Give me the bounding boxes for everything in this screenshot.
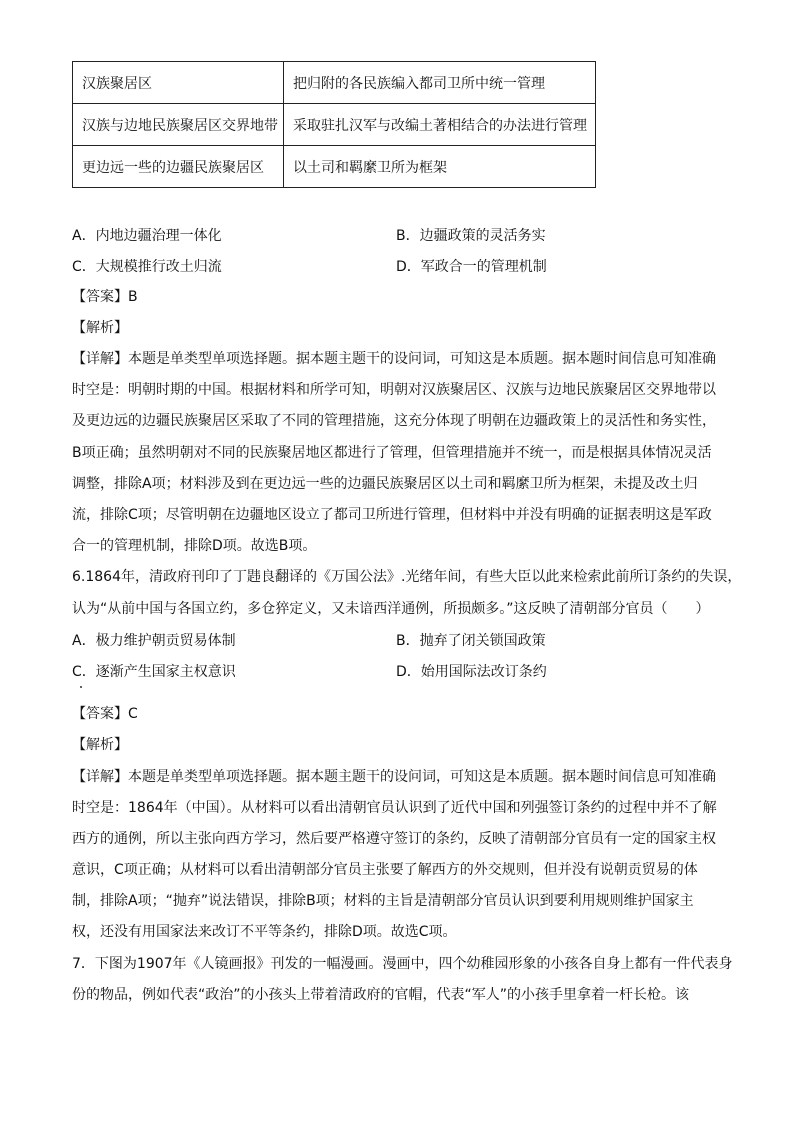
q6-detail-line: 制，排除A项；“抛弃”说法错误，排除B项；材料的主旨是清朝部分官员认识到要利用规则维护国家主 [72,893,694,909]
q6-option-a: A．极力维护朝贡贸易体制 [72,633,236,649]
stray-dot [80,686,82,688]
table-row [73,62,596,104]
q5-option-b: B．边疆政策的灵活务实 [396,228,546,244]
table-cell-region: 更边远一些的边疆民族聚居区 [73,146,284,188]
table-cell-policy: 以土司和羁縻卫所为框架 [284,146,596,188]
table-row [73,146,596,188]
q6-detail-line: 意识，C项正确；从材料可以看出清朝部分官员主张要了解西方的外交规则，但并没有说朝贡贸易的体 [72,862,698,878]
q6-answer: 【答案】C [72,706,138,722]
q5-option-a: A．内地边疆治理一体化 [72,228,222,244]
q5-detail-line: 合一的管理机制，排除D项。故选B项。 [72,538,317,554]
q5-option-c: C．大规模推行改土归流 [72,259,222,275]
q6-detail-line: 西方的通例，所以主张向西方学习，然后要严格遵守签订的条约，反映了清朝部分官员有一定的国家主权 [72,831,716,847]
q5-detail-line: 调整，排除A项；材料涉及到在更边远一些的边疆民族聚居区以土司和羁縻卫所为框架，未提及改土归 [72,476,698,492]
q5-option-d: D．军政合一的管理机制 [396,259,547,275]
q5-detail-line: 时空是：明朝时期的中国。根据材料和所学可知，明朝对汉族聚居区、汉族与边地民族聚居区交界地带以 [72,382,716,398]
q5-analysis-label: 【解析】 [72,320,128,336]
q7-stem-line: 份的物品，例如代表“政治”的小孩头上带着清政府的官帽，代表“军人”的小孩手里拿着一杆长枪。该 [72,987,690,1003]
table-cell-region: 汉族聚居区 [73,62,284,104]
q6-detail-line: 时空是：1864年（中国）。从材料可以看出清朝官员认识到了近代中国和列强签订条约的过程中并不了解 [72,800,717,816]
table-cell-region: 汉族与边地民族聚居区交界地带 [73,104,284,146]
q5-detail-line: B项正确；虽然明朝对不同的民族聚居地区都进行了管理，但管理措施并不统一，而是根据具体情况灵活 [72,445,712,461]
q5-detail-line: 及更边远的边疆民族聚居区采取了不同的管理措施，这充分体现了明朝在边疆政策上的灵活性和务实性， [72,413,716,429]
q5-detail-line: 流，排除C项；尽管明朝在边疆地区设立了都司卫所进行管理，但材料中并没有明确的证据表明这是军政 [72,507,712,523]
q6-option-b: B．抛弃了闭关锁国政策 [396,633,546,649]
q7-stem-line: 7．下图为1907年《人镜画报》刊发的一幅漫画。漫画中，四个幼稚园形象的小孩各自身上都有一件代表身 [72,956,733,972]
q5-detail-line: 【详解】本题是单类型单项选择题。据本题主题干的设问词，可知这是本质题。据本题时间信息可知准确 [72,351,716,367]
q6-detail-line: 权，还没有用国家法来改订不平等条约，排除D项。故选C项。 [72,924,457,940]
governance-table [72,61,596,188]
q6-stem-line: 认为“从前中国与各国立约，多仓猝定义，又未谙西洋通例，所损颇多。”这反映了清朝部分官员（ ） [72,601,710,617]
q6-detail-line: 【详解】本题是单类型单项选择题。据本题主题干的设问词，可知这是本质题。据本题时间信息可知准确 [72,769,716,785]
q5-answer: 【答案】B [72,289,138,305]
q6-option-c: C．逐渐产生国家主权意识 [72,664,236,680]
q6-analysis-label: 【解析】 [72,737,128,753]
q6-option-d: D．始用国际法改订条约 [396,664,547,680]
q6-stem-line: 6.1864年，清政府刊印了丁韪良翻译的《万国公法》.光绪年间，有些大臣以此来检索此前所订条约的失误， [72,569,742,585]
table-cell-policy: 采取驻扎汉军与改编土著相结合的办法进行管理 [284,104,596,146]
table-row [73,104,596,146]
table-cell-policy: 把归附的各民族编入都司卫所中统一管理 [284,62,596,104]
